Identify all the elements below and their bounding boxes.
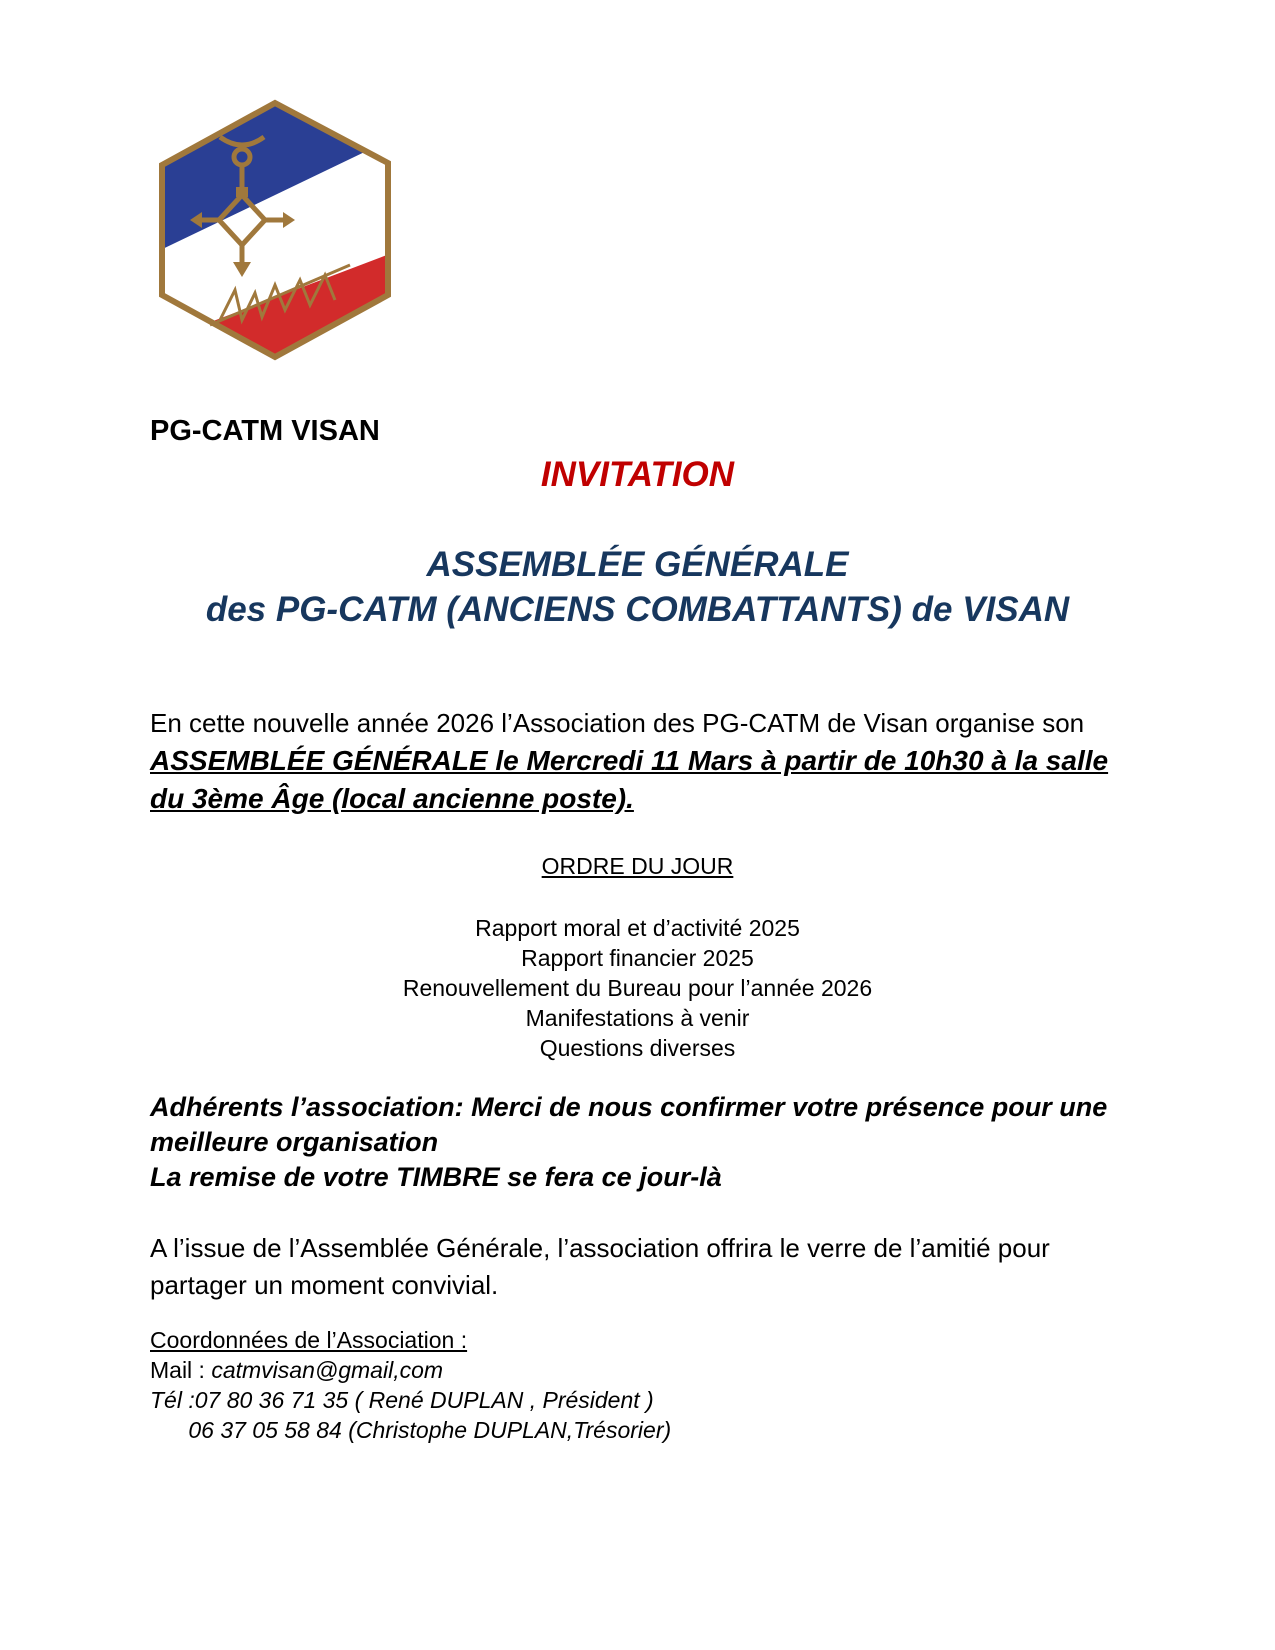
intro-text: En cette nouvelle année 2026 l’Association des PG-CATM de Visan organise son (150, 708, 1085, 738)
intro-emphasis: ASSEMBLÉE GÉNÉRALE le Mercredi 11 Mars à partir de 10h30 à la salle du 3ème Âge (local ancienne poste). (150, 745, 1109, 814)
mail-address-link[interactable]: catmvisan@gmail,com (211, 1357, 444, 1383)
contact-block (150, 1325, 671, 1445)
members-notice (150, 1090, 1150, 1195)
event-heading-line-1: ASSEMBLÉE GÉNÉRALE (426, 545, 849, 584)
contact-mail-row (150, 1355, 671, 1385)
invitation-title: INVITATION (540, 455, 735, 494)
organization-title: PG-CATM VISAN (150, 415, 380, 447)
contact-phone-treasurer: 06 37 05 58 84 (Christophe DUPLAN,Trésorier) (150, 1417, 672, 1443)
contact-phone-president: Tél :07 80 36 71 35 ( René DUPLAN , Président ) (150, 1387, 654, 1413)
agenda-item: Rapport financier 2025 (521, 945, 754, 971)
agenda-item: Renouvellement du Bureau pour l’année 2026 (402, 975, 873, 1001)
agenda-item: Manifestations à venir (525, 1005, 750, 1031)
agenda-item: Rapport moral et d’activité 2025 (475, 915, 800, 941)
closing-paragraph: A l’issue de l’Assemblée Générale, l’association offrira le verre de l’amitié pour partager un moment convivial. (150, 1233, 1050, 1300)
pg-catm-emblem-icon (150, 95, 400, 380)
members-notice-line-1: Adhérents l’association: Merci de nous confirmer votre présence pour une meilleure organisation (150, 1092, 1108, 1157)
members-notice-line-2: La remise de votre TIMBRE se fera ce jour-là (150, 1162, 722, 1192)
agenda-item: Questions diverses (539, 1035, 736, 1061)
intro-paragraph (150, 705, 1140, 818)
contact-title: Coordonnées de l’Association : (150, 1327, 468, 1353)
mail-label: Mail : (150, 1357, 212, 1383)
agenda-title: ORDRE DU JOUR (541, 853, 734, 879)
event-heading-line-2: des PG-CATM (ANCIENS COMBATTANTS) de VISAN (205, 590, 1070, 629)
agenda-list (0, 913, 1275, 1063)
